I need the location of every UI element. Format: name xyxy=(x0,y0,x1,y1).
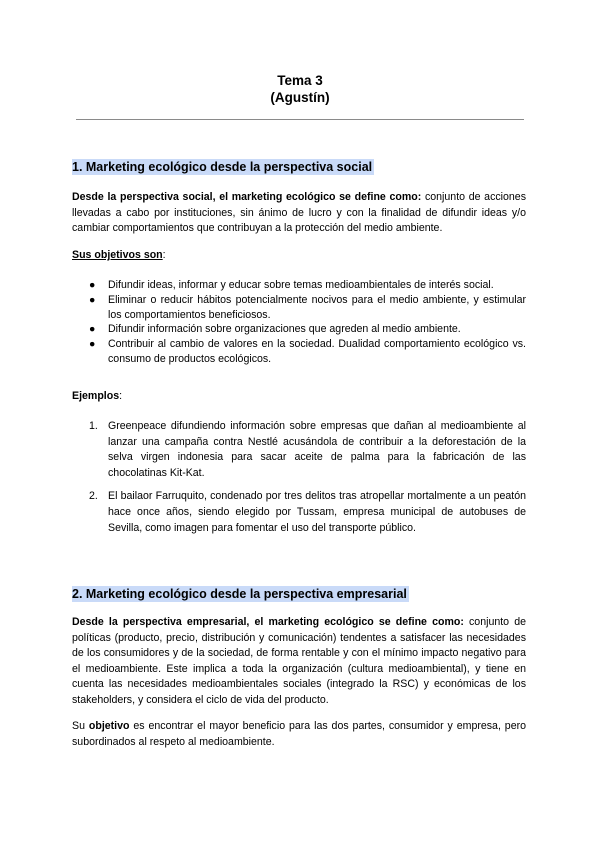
example-text: Greenpeace difundiendo información sobre empresas que dañan al medioambiente al lanzar una campaña contra Nestlé acusándola de contribuir a la deforestación de la selva virgen indonesia para sacar aceite de palma para la fabricación de las chocolatinas Kit-Kat. xyxy=(108,420,526,479)
bullet-icon: ● xyxy=(89,338,96,351)
objective-word: objetivo xyxy=(88,720,130,732)
section2-objective xyxy=(72,719,526,750)
section2-heading-text: 2. Marketing ecológico desde la perspectiva empresarial xyxy=(72,587,407,601)
list-item xyxy=(72,278,526,293)
objective-text: es encontrar el mayor beneficio para las dos partes, consumidor y empresa, pero subordinados al respeto al medioambiente. xyxy=(72,720,526,748)
example-number: 2. xyxy=(89,490,98,503)
document-subtitle: (Agustín) xyxy=(270,90,330,105)
section1-definition-lead: Desde la perspectiva social, el marketing ecológico se define como: xyxy=(72,191,422,203)
bullet-icon: ● xyxy=(89,293,96,306)
bullet-icon: ● xyxy=(89,323,96,336)
bullet-icon: ● xyxy=(89,279,96,291)
section2-definition-text: conjunto de políticas (producto, precio, distribución y comunicación) tendentes a satisfacer las necesidades de los consumidores y de la sociedad, de forma rentable y con el mínimo impacto negativo para el medioambiente. Este implica a toda la organización (cultura medioambiental), y tiene en cuenta las necesidades medioambientales sociales (integrado la RSC) y económicas de los stakeholders, y considera el ciclo de vida del producto. xyxy=(72,616,526,706)
objectives-list xyxy=(72,278,526,367)
examples-list xyxy=(72,419,526,536)
section1-heading-text: 1. Marketing ecológico desde la perspectiva social xyxy=(72,160,373,174)
list-item xyxy=(72,322,526,337)
objective-text: Contribuir al cambio de valores en la sociedad. Dualidad comportamiento ecológico vs. consumo de productos ecológicos. xyxy=(108,338,526,365)
objectives-label-text: Sus objetivos son xyxy=(72,249,163,261)
examples-label-text: Ejemplos xyxy=(72,390,120,402)
list-item xyxy=(72,419,526,481)
section2-definition xyxy=(72,615,526,709)
objectives-label-colon: : xyxy=(162,249,166,261)
list-item xyxy=(72,293,526,323)
objective-pre: Su xyxy=(72,720,89,732)
section2-heading xyxy=(72,586,409,602)
title-divider xyxy=(76,119,524,120)
section1-definition-text: conjunto de acciones llevadas a cabo por instituciones, sin ánimo de lucro y con la finalidad de difundir ideas y/o cambiar comportamientos que contribuyan a la protección del medio ambiente. xyxy=(72,191,526,235)
list-item xyxy=(72,489,526,536)
list-item xyxy=(72,337,526,367)
example-text: El bailaor Farruquito, condenado por tres delitos tras atropellar mortalmente a un peatón hace once años, siendo elegido por Tussam, empresa municipal de autobuses de Sevilla, como imagen para fomentar el uso del transporte público. xyxy=(108,490,526,534)
objective-text: Eliminar o reducir hábitos potencialmente nocivos para el medio ambiente, y estimular los comportamientos beneficiosos. xyxy=(108,293,526,321)
section1-definition xyxy=(72,190,526,237)
section2-definition-lead: Desde la perspectiva empresarial, el marketing ecológico se define como: xyxy=(72,616,464,628)
example-number: 1. xyxy=(89,420,98,432)
objectives-label xyxy=(72,248,526,264)
examples-label xyxy=(72,389,526,405)
objective-text: Difundir ideas, informar y educar sobre temas medioambientales de interés social. xyxy=(108,279,494,291)
objective-text: Difundir información sobre organizaciones que agreden al medio ambiente. xyxy=(108,323,461,336)
document-title: Tema 3 xyxy=(277,73,323,88)
section1-heading xyxy=(72,159,374,175)
examples-label-colon: : xyxy=(119,390,123,402)
